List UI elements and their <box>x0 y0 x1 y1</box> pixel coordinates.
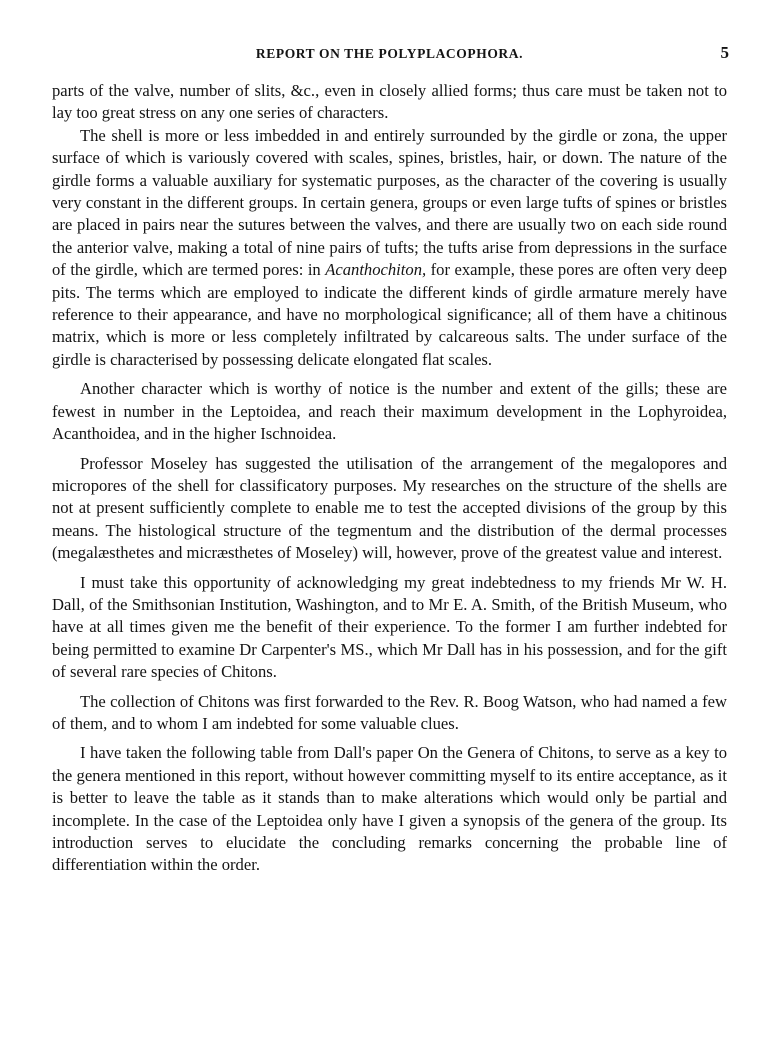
paragraph-continuation: parts of the valve, number of slits, &c., even in closely allied forms; thus care must be taken not to lay too great stress on any one series of characters. <box>52 81 727 123</box>
paragraph-girdle <box>52 125 727 371</box>
body-text <box>52 80 727 877</box>
paragraph-table-intro: I have taken the following table from Dall's paper On the Genera of Chitons, to serve as a key to the genera mentioned in this report, without however committing myself to its entire acceptance, as it is better to leave the table as it stands than to make alterations which would only be partial and incomplete. In the case of the Leptoidea only have I given a synopsis of the genera of the group. Its introduction serves to elucidate the concluding remarks concerning the probable line of differentiation within the order. <box>52 743 727 875</box>
paragraph-acknowledgements: I must take this opportunity of acknowledging my great indebtedness to my friends Mr W. H. Dall, of the Smithsonian Institution, Washington, and to Mr E. A. Smith, of the British Museum, who have at all times given me the benefit of their experience. To the former I am further indebted for being permitted to examine Dr Carpenter's MS., which Mr Dall has in his possession, and for the gift of several rare species of Chitons. <box>52 572 727 682</box>
paragraph-girdle-part-1: The shell is more or less imbedded in and entirely surrounded by the girdle or zona, the upper surface of which is variously covered with scales, spines, bristles, hair, or down. The nature of the girdle forms a valuable auxiliary for systematic purposes, as the character of the covering is usually very constant in the different groups. In certain genera, groups or even large tufts of spines or bristles are placed in pairs near the sutures between the valves, and there are usually two on each side round the anterior valve, making a total of nine pairs of tufts; the tufts arise from depressions in the surface of the girdle, which are termed pores: in <box>52 125 727 280</box>
paragraph-gills: Another character which is worthy of notice is the number and extent of the gills; these are fewest in number in the Leptoidea, and reach their maximum development in the Lophyroidea, Acanthoidea, and in the higher Ischnoidea. <box>52 379 727 444</box>
running-title: REPORT ON THE POLYPLACOPHORA. <box>255 46 524 61</box>
paragraph-girdle-part-2: for example, these pores are often very deep pits. The terms which are employed to indicate the different kinds of girdle armature merely have reference to their appearance, and have no morphological significance; all of them have a chitinous matrix, which is more or less completely infiltrated by calcareous salts. The under surface of the girdle is characterised by possessing delicate elongated flat scales. <box>52 260 727 369</box>
running-head <box>52 44 727 66</box>
paragraph-collection: The collection of Chitons was first forwarded to the Rev. R. Boog Watson, who had named a few of them, and to whom I am indebted for some valuable clues. <box>52 691 727 733</box>
genus-name-italic: Acanthochiton, <box>325 260 427 280</box>
page-number: 5 <box>720 43 729 62</box>
paragraph-moseley: Professor Moseley has suggested the utilisation of the arrangement of the megalopores and micropores of the shell for classificatory purposes. My researches on the structure of the shells are not at present sufficiently complete to enable me to test the accepted divisions of the group by this means. The histological structure of the tegmentum and the distribution of the dermal processes (megalæsthetes and micræsthetes of Moseley) will, however, prove of the greatest value and interest. <box>52 453 727 563</box>
